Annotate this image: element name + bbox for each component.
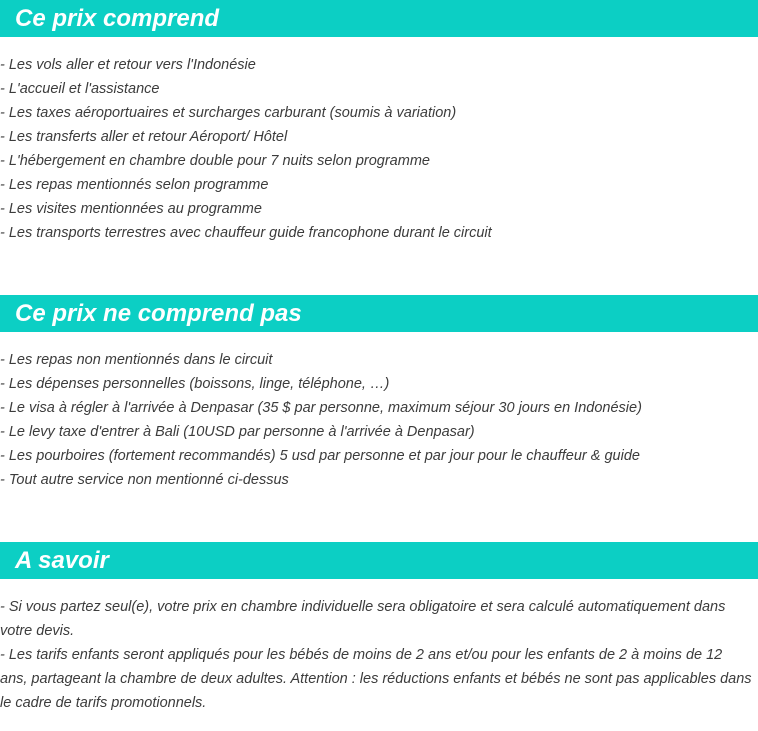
section-title: A savoir <box>15 547 109 574</box>
list-item: - Les visites mentionnées au programme <box>0 201 262 217</box>
info-paragraph: - Les tarifs enfants seront appliqués pour les bébés de moins de 2 ans et/ou pour les enfants de 2 à moins de 12 ans, partageant la chambre de deux adultes. Attention : les réductions enfants et bébés ne sont pas applicables dans le cadre de tarifs promotionnels. <box>0 647 752 711</box>
list-item: - Les repas mentionnés selon programme <box>0 177 269 193</box>
list-item: - Les taxes aéroportuaires et surcharges carburant (soumis à variation) <box>0 105 457 121</box>
section-header-included <box>0 0 758 37</box>
included-list <box>0 53 752 245</box>
list-item: - L'hébergement en chambre double pour 7 nuits selon programme <box>0 153 430 169</box>
list-item: - Le visa à régler à l'arrivée à Denpasar (35 $ par personne, maximum séjour 30 jours en Indonésie) <box>0 400 642 416</box>
list-item: - Le levy taxe d'entrer à Bali (10USD par personne à l'arrivée à Denpasar) <box>0 424 475 440</box>
list-item: - Les repas non mentionnés dans le circuit <box>0 352 273 368</box>
list-item: - L'accueil et l'assistance <box>0 81 160 97</box>
section-title: Ce prix comprend <box>15 5 220 32</box>
list-item: - Les pourboires (fortement recommandés) 5 usd par personne et par jour pour le chauffeur & guide <box>0 448 640 464</box>
list-item: - Les dépenses personnelles (boissons, linge, téléphone, …) <box>0 376 390 392</box>
section-title: Ce prix ne comprend pas <box>15 300 302 327</box>
list-item: - Les transports terrestres avec chauffeur guide francophone durant le circuit <box>0 225 492 241</box>
section-header-good-to-know <box>0 542 758 579</box>
info-paragraph: - Si vous partez seul(e), votre prix en chambre individuelle sera obligatoire et sera calculé automatiquement dans votre devis. <box>0 599 726 639</box>
section-header-not-included <box>0 295 758 332</box>
list-item: - Les vols aller et retour vers l'Indonésie <box>0 57 256 73</box>
list-item: - Tout autre service non mentionné ci-dessus <box>0 472 289 488</box>
not-included-list <box>0 348 752 492</box>
list-item: - Les transferts aller et retour Aéroport/ Hôtel <box>0 129 288 145</box>
good-to-know-text <box>0 595 752 715</box>
